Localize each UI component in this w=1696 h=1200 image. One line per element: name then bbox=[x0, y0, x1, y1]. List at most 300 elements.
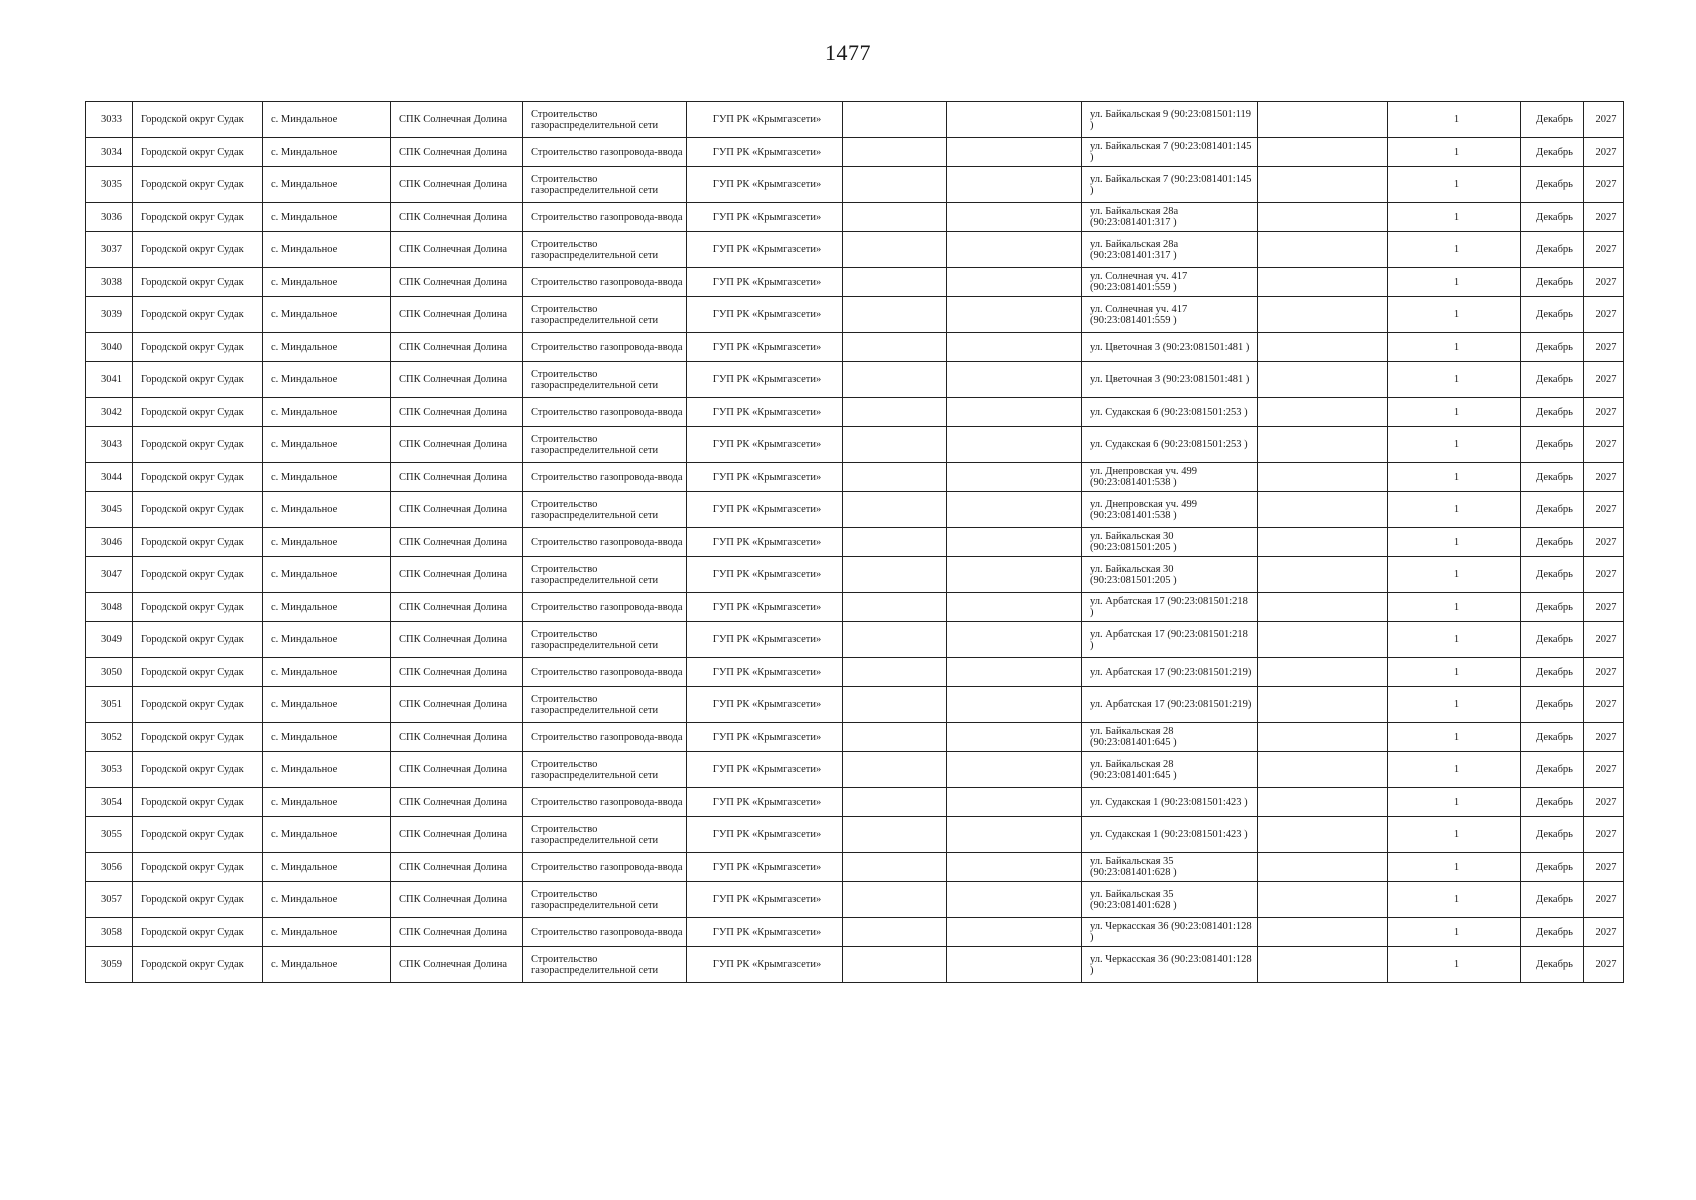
empty-cell bbox=[947, 723, 1082, 752]
empty-cell bbox=[843, 817, 947, 853]
empty-cell bbox=[1258, 817, 1388, 853]
address-cell: ул. Черкасская 36 (90:23:081401:128 ) bbox=[1082, 947, 1258, 983]
month-cell: Декабрь bbox=[1521, 723, 1584, 752]
work-type-cell: Строительство газопровода-ввода bbox=[523, 203, 687, 232]
work-type-cell: Строительство газопровода-ввода bbox=[523, 658, 687, 687]
settlement-cell: с. Миндальное bbox=[263, 687, 391, 723]
month-cell: Декабрь bbox=[1521, 268, 1584, 297]
organization-cell: ГУП РК «Крымгазсети» bbox=[687, 882, 843, 918]
settlement-cell: с. Миндальное bbox=[263, 492, 391, 528]
address-cell: ул. Байкальская 30 (90:23:081501:205 ) bbox=[1082, 528, 1258, 557]
year-cell: 2027 bbox=[1584, 268, 1624, 297]
month-cell: Декабрь bbox=[1521, 658, 1584, 687]
month-cell: Декабрь bbox=[1521, 557, 1584, 593]
quantity-cell: 1 bbox=[1388, 947, 1521, 983]
row-number: 3049 bbox=[86, 622, 133, 658]
empty-cell bbox=[843, 297, 947, 333]
year-cell: 2027 bbox=[1584, 752, 1624, 788]
month-cell: Декабрь bbox=[1521, 788, 1584, 817]
empty-cell bbox=[1258, 167, 1388, 203]
month-cell: Декабрь bbox=[1521, 333, 1584, 362]
quantity-cell: 1 bbox=[1388, 752, 1521, 788]
empty-cell bbox=[1258, 232, 1388, 268]
settlement-cell: с. Миндальное bbox=[263, 203, 391, 232]
empty-cell bbox=[1258, 138, 1388, 167]
work-type-cell: Строительство газораспределительной сети bbox=[523, 687, 687, 723]
organization-cell: ГУП РК «Крымгазсети» bbox=[687, 463, 843, 492]
address-cell: ул. Арбатская 17 (90:23:081501:219) bbox=[1082, 658, 1258, 687]
empty-cell bbox=[843, 788, 947, 817]
empty-cell bbox=[843, 427, 947, 463]
empty-cell bbox=[947, 788, 1082, 817]
partnership-cell: СПК Солнечная Долина bbox=[391, 362, 523, 398]
settlement-cell: с. Миндальное bbox=[263, 268, 391, 297]
month-cell: Декабрь bbox=[1521, 528, 1584, 557]
month-cell: Декабрь bbox=[1521, 882, 1584, 918]
table-row bbox=[86, 853, 1624, 882]
address-cell: ул. Арбатская 17 (90:23:081501:218 ) bbox=[1082, 593, 1258, 622]
organization-cell: ГУП РК «Крымгазсети» bbox=[687, 593, 843, 622]
empty-cell bbox=[843, 268, 947, 297]
settlement-cell: с. Миндальное bbox=[263, 788, 391, 817]
quantity-cell: 1 bbox=[1388, 232, 1521, 268]
settlement-cell: с. Миндальное bbox=[263, 593, 391, 622]
table-row bbox=[86, 918, 1624, 947]
quantity-cell: 1 bbox=[1388, 167, 1521, 203]
organization-cell: ГУП РК «Крымгазсети» bbox=[687, 167, 843, 203]
district-cell: Городской округ Судак bbox=[133, 622, 263, 658]
quantity-cell: 1 bbox=[1388, 918, 1521, 947]
address-cell: ул. Байкальская 28 (90:23:081401:645 ) bbox=[1082, 752, 1258, 788]
district-cell: Городской округ Судак bbox=[133, 297, 263, 333]
district-cell: Городской округ Судак bbox=[133, 167, 263, 203]
table-row bbox=[86, 203, 1624, 232]
empty-cell bbox=[1258, 723, 1388, 752]
empty-cell bbox=[843, 362, 947, 398]
empty-cell bbox=[1258, 687, 1388, 723]
year-cell: 2027 bbox=[1584, 622, 1624, 658]
month-cell: Декабрь bbox=[1521, 687, 1584, 723]
partnership-cell: СПК Солнечная Долина bbox=[391, 882, 523, 918]
month-cell: Декабрь bbox=[1521, 918, 1584, 947]
address-cell: ул. Судакская 6 (90:23:081501:253 ) bbox=[1082, 427, 1258, 463]
empty-cell bbox=[1258, 297, 1388, 333]
row-number: 3042 bbox=[86, 398, 133, 427]
organization-cell: ГУП РК «Крымгазсети» bbox=[687, 723, 843, 752]
year-cell: 2027 bbox=[1584, 427, 1624, 463]
year-cell: 2027 bbox=[1584, 853, 1624, 882]
organization-cell: ГУП РК «Крымгазсети» bbox=[687, 232, 843, 268]
partnership-cell: СПК Солнечная Долина bbox=[391, 918, 523, 947]
settlement-cell: с. Миндальное bbox=[263, 167, 391, 203]
work-type-cell: Строительство газораспределительной сети bbox=[523, 167, 687, 203]
empty-cell bbox=[1258, 882, 1388, 918]
empty-cell bbox=[843, 593, 947, 622]
partnership-cell: СПК Солнечная Долина bbox=[391, 723, 523, 752]
district-cell: Городской округ Судак bbox=[133, 398, 263, 427]
organization-cell: ГУП РК «Крымгазсети» bbox=[687, 687, 843, 723]
empty-cell bbox=[843, 528, 947, 557]
quantity-cell: 1 bbox=[1388, 138, 1521, 167]
table-row bbox=[86, 947, 1624, 983]
work-type-cell: Строительство газораспределительной сети bbox=[523, 557, 687, 593]
quantity-cell: 1 bbox=[1388, 723, 1521, 752]
partnership-cell: СПК Солнечная Долина bbox=[391, 232, 523, 268]
settlement-cell: с. Миндальное bbox=[263, 752, 391, 788]
month-cell: Декабрь bbox=[1521, 102, 1584, 138]
month-cell: Декабрь bbox=[1521, 427, 1584, 463]
organization-cell: ГУП РК «Крымгазсети» bbox=[687, 138, 843, 167]
work-type-cell: Строительство газопровода-ввода bbox=[523, 918, 687, 947]
month-cell: Декабрь bbox=[1521, 232, 1584, 268]
year-cell: 2027 bbox=[1584, 492, 1624, 528]
district-cell: Городской округ Судак bbox=[133, 232, 263, 268]
settlement-cell: с. Миндальное bbox=[263, 658, 391, 687]
district-cell: Городской округ Судак bbox=[133, 138, 263, 167]
empty-cell bbox=[947, 557, 1082, 593]
empty-cell bbox=[1258, 203, 1388, 232]
district-cell: Городской округ Судак bbox=[133, 427, 263, 463]
month-cell: Декабрь bbox=[1521, 492, 1584, 528]
month-cell: Декабрь bbox=[1521, 203, 1584, 232]
district-cell: Городской округ Судак bbox=[133, 203, 263, 232]
quantity-cell: 1 bbox=[1388, 362, 1521, 398]
table-row bbox=[86, 788, 1624, 817]
partnership-cell: СПК Солнечная Долина bbox=[391, 268, 523, 297]
row-number: 3039 bbox=[86, 297, 133, 333]
address-cell: ул. Цветочная 3 (90:23:081501:481 ) bbox=[1082, 362, 1258, 398]
work-type-cell: Строительство газопровода-ввода bbox=[523, 333, 687, 362]
organization-cell: ГУП РК «Крымгазсети» bbox=[687, 918, 843, 947]
partnership-cell: СПК Солнечная Долина bbox=[391, 528, 523, 557]
empty-cell bbox=[947, 203, 1082, 232]
address-cell: ул. Арбатская 17 (90:23:081501:219) bbox=[1082, 687, 1258, 723]
organization-cell: ГУП РК «Крымгазсети» bbox=[687, 557, 843, 593]
work-type-cell: Строительство газопровода-ввода bbox=[523, 528, 687, 557]
row-number: 3045 bbox=[86, 492, 133, 528]
partnership-cell: СПК Солнечная Долина bbox=[391, 593, 523, 622]
partnership-cell: СПК Солнечная Долина bbox=[391, 463, 523, 492]
work-type-cell: Строительство газораспределительной сети bbox=[523, 882, 687, 918]
table-row bbox=[86, 362, 1624, 398]
address-cell: ул. Арбатская 17 (90:23:081501:218 ) bbox=[1082, 622, 1258, 658]
row-number: 3055 bbox=[86, 817, 133, 853]
settlement-cell: с. Миндальное bbox=[263, 853, 391, 882]
quantity-cell: 1 bbox=[1388, 333, 1521, 362]
partnership-cell: СПК Солнечная Долина bbox=[391, 788, 523, 817]
year-cell: 2027 bbox=[1584, 167, 1624, 203]
empty-cell bbox=[843, 463, 947, 492]
empty-cell bbox=[843, 658, 947, 687]
empty-cell bbox=[1258, 102, 1388, 138]
work-type-cell: Строительство газопровода-ввода bbox=[523, 593, 687, 622]
empty-cell bbox=[1258, 788, 1388, 817]
work-type-cell: Строительство газораспределительной сети bbox=[523, 947, 687, 983]
empty-cell bbox=[1258, 463, 1388, 492]
empty-cell bbox=[947, 752, 1082, 788]
table-row bbox=[86, 232, 1624, 268]
partnership-cell: СПК Солнечная Долина bbox=[391, 947, 523, 983]
year-cell: 2027 bbox=[1584, 788, 1624, 817]
partnership-cell: СПК Солнечная Долина bbox=[391, 658, 523, 687]
table-row bbox=[86, 167, 1624, 203]
row-number: 3041 bbox=[86, 362, 133, 398]
settlement-cell: с. Миндальное bbox=[263, 918, 391, 947]
settlement-cell: с. Миндальное bbox=[263, 463, 391, 492]
work-type-cell: Строительство газораспределительной сети bbox=[523, 232, 687, 268]
work-type-cell: Строительство газопровода-ввода bbox=[523, 268, 687, 297]
table-row bbox=[86, 752, 1624, 788]
partnership-cell: СПК Солнечная Долина bbox=[391, 492, 523, 528]
year-cell: 2027 bbox=[1584, 138, 1624, 167]
month-cell: Декабрь bbox=[1521, 463, 1584, 492]
table-row bbox=[86, 398, 1624, 427]
district-cell: Городской округ Судак bbox=[133, 463, 263, 492]
year-cell: 2027 bbox=[1584, 882, 1624, 918]
empty-cell bbox=[947, 622, 1082, 658]
settlement-cell: с. Миндальное bbox=[263, 398, 391, 427]
table-row bbox=[86, 492, 1624, 528]
quantity-cell: 1 bbox=[1388, 203, 1521, 232]
row-number: 3053 bbox=[86, 752, 133, 788]
partnership-cell: СПК Солнечная Долина bbox=[391, 853, 523, 882]
month-cell: Декабрь bbox=[1521, 138, 1584, 167]
empty-cell bbox=[843, 752, 947, 788]
year-cell: 2027 bbox=[1584, 817, 1624, 853]
partnership-cell: СПК Солнечная Долина bbox=[391, 138, 523, 167]
district-cell: Городской округ Судак bbox=[133, 658, 263, 687]
empty-cell bbox=[947, 882, 1082, 918]
settlement-cell: с. Миндальное bbox=[263, 297, 391, 333]
month-cell: Декабрь bbox=[1521, 297, 1584, 333]
organization-cell: ГУП РК «Крымгазсети» bbox=[687, 398, 843, 427]
district-cell: Городской округ Судак bbox=[133, 687, 263, 723]
quantity-cell: 1 bbox=[1388, 853, 1521, 882]
year-cell: 2027 bbox=[1584, 102, 1624, 138]
empty-cell bbox=[947, 297, 1082, 333]
organization-cell: ГУП РК «Крымгазсети» bbox=[687, 492, 843, 528]
empty-cell bbox=[843, 398, 947, 427]
work-type-cell: Строительство газораспределительной сети bbox=[523, 492, 687, 528]
year-cell: 2027 bbox=[1584, 297, 1624, 333]
quantity-cell: 1 bbox=[1388, 622, 1521, 658]
work-type-cell: Строительство газопровода-ввода bbox=[523, 463, 687, 492]
row-number: 3059 bbox=[86, 947, 133, 983]
partnership-cell: СПК Солнечная Долина bbox=[391, 817, 523, 853]
month-cell: Декабрь bbox=[1521, 398, 1584, 427]
row-number: 3044 bbox=[86, 463, 133, 492]
address-cell: ул. Байкальская 9 (90:23:081501:119 ) bbox=[1082, 102, 1258, 138]
organization-cell: ГУП РК «Крымгазсети» bbox=[687, 752, 843, 788]
year-cell: 2027 bbox=[1584, 362, 1624, 398]
address-cell: ул. Черкасская 36 (90:23:081401:128 ) bbox=[1082, 918, 1258, 947]
row-number: 3040 bbox=[86, 333, 133, 362]
quantity-cell: 1 bbox=[1388, 427, 1521, 463]
row-number: 3051 bbox=[86, 687, 133, 723]
empty-cell bbox=[947, 102, 1082, 138]
month-cell: Декабрь bbox=[1521, 752, 1584, 788]
organization-cell: ГУП РК «Крымгазсети» bbox=[687, 333, 843, 362]
empty-cell bbox=[843, 167, 947, 203]
month-cell: Декабрь bbox=[1521, 593, 1584, 622]
quantity-cell: 1 bbox=[1388, 687, 1521, 723]
empty-cell bbox=[947, 463, 1082, 492]
empty-cell bbox=[1258, 398, 1388, 427]
settlement-cell: с. Миндальное bbox=[263, 947, 391, 983]
month-cell: Декабрь bbox=[1521, 167, 1584, 203]
settlement-cell: с. Миндальное bbox=[263, 622, 391, 658]
quantity-cell: 1 bbox=[1388, 593, 1521, 622]
table-row bbox=[86, 268, 1624, 297]
row-number: 3043 bbox=[86, 427, 133, 463]
partnership-cell: СПК Солнечная Долина bbox=[391, 333, 523, 362]
year-cell: 2027 bbox=[1584, 687, 1624, 723]
table-row bbox=[86, 333, 1624, 362]
organization-cell: ГУП РК «Крымгазсети» bbox=[687, 817, 843, 853]
row-number: 3052 bbox=[86, 723, 133, 752]
empty-cell bbox=[1258, 492, 1388, 528]
month-cell: Декабрь bbox=[1521, 947, 1584, 983]
district-cell: Городской округ Судак bbox=[133, 788, 263, 817]
year-cell: 2027 bbox=[1584, 398, 1624, 427]
table-row bbox=[86, 882, 1624, 918]
empty-cell bbox=[947, 167, 1082, 203]
address-cell: ул. Байкальская 7 (90:23:081401:145 ) bbox=[1082, 138, 1258, 167]
settlement-cell: с. Миндальное bbox=[263, 333, 391, 362]
table-body bbox=[86, 102, 1624, 983]
empty-cell bbox=[947, 528, 1082, 557]
empty-cell bbox=[843, 622, 947, 658]
organization-cell: ГУП РК «Крымгазсети» bbox=[687, 658, 843, 687]
empty-cell bbox=[1258, 622, 1388, 658]
empty-cell bbox=[1258, 427, 1388, 463]
row-number: 3034 bbox=[86, 138, 133, 167]
empty-cell bbox=[1258, 593, 1388, 622]
partnership-cell: СПК Солнечная Долина bbox=[391, 398, 523, 427]
empty-cell bbox=[1258, 752, 1388, 788]
address-cell: ул. Солнечная уч. 417 (90:23:081401:559 ) bbox=[1082, 268, 1258, 297]
work-type-cell: Строительство газопровода-ввода bbox=[523, 788, 687, 817]
district-cell: Городской округ Судак bbox=[133, 557, 263, 593]
settlement-cell: с. Миндальное bbox=[263, 362, 391, 398]
empty-cell bbox=[1258, 853, 1388, 882]
district-cell: Городской округ Судак bbox=[133, 817, 263, 853]
document-sheet bbox=[85, 101, 1624, 983]
district-cell: Городской округ Судак bbox=[133, 853, 263, 882]
month-cell: Декабрь bbox=[1521, 853, 1584, 882]
partnership-cell: СПК Солнечная Долина bbox=[391, 752, 523, 788]
district-cell: Городской округ Судак bbox=[133, 528, 263, 557]
row-number: 3050 bbox=[86, 658, 133, 687]
empty-cell bbox=[1258, 918, 1388, 947]
empty-cell bbox=[947, 817, 1082, 853]
year-cell: 2027 bbox=[1584, 723, 1624, 752]
empty-cell bbox=[1258, 362, 1388, 398]
empty-cell bbox=[843, 853, 947, 882]
empty-cell bbox=[947, 947, 1082, 983]
address-cell: ул. Байкальская 7 (90:23:081401:145 ) bbox=[1082, 167, 1258, 203]
table-row bbox=[86, 557, 1624, 593]
empty-cell bbox=[947, 268, 1082, 297]
year-cell: 2027 bbox=[1584, 918, 1624, 947]
organization-cell: ГУП РК «Крымгазсети» bbox=[687, 622, 843, 658]
partnership-cell: СПК Солнечная Долина bbox=[391, 102, 523, 138]
table-row bbox=[86, 687, 1624, 723]
empty-cell bbox=[1258, 268, 1388, 297]
settlement-cell: с. Миндальное bbox=[263, 882, 391, 918]
empty-cell bbox=[843, 557, 947, 593]
empty-cell bbox=[947, 232, 1082, 268]
district-cell: Городской округ Судак bbox=[133, 492, 263, 528]
work-type-cell: Строительство газораспределительной сети bbox=[523, 102, 687, 138]
month-cell: Декабрь bbox=[1521, 817, 1584, 853]
empty-cell bbox=[843, 138, 947, 167]
year-cell: 2027 bbox=[1584, 333, 1624, 362]
settlement-cell: с. Миндальное bbox=[263, 528, 391, 557]
settlement-cell: с. Миндальное bbox=[263, 817, 391, 853]
empty-cell bbox=[1258, 947, 1388, 983]
address-cell: ул. Байкальская 30 (90:23:081501:205 ) bbox=[1082, 557, 1258, 593]
district-cell: Городской округ Судак bbox=[133, 102, 263, 138]
year-cell: 2027 bbox=[1584, 947, 1624, 983]
table-row bbox=[86, 817, 1624, 853]
settlement-cell: с. Миндальное bbox=[263, 102, 391, 138]
empty-cell bbox=[947, 138, 1082, 167]
partnership-cell: СПК Солнечная Долина bbox=[391, 297, 523, 333]
year-cell: 2027 bbox=[1584, 528, 1624, 557]
partnership-cell: СПК Солнечная Долина bbox=[391, 687, 523, 723]
row-number: 3037 bbox=[86, 232, 133, 268]
table-row bbox=[86, 593, 1624, 622]
organization-cell: ГУП РК «Крымгазсети» bbox=[687, 268, 843, 297]
organization-cell: ГУП РК «Крымгазсети» bbox=[687, 297, 843, 333]
district-cell: Городской округ Судак bbox=[133, 268, 263, 297]
year-cell: 2027 bbox=[1584, 658, 1624, 687]
month-cell: Декабрь bbox=[1521, 362, 1584, 398]
table-row bbox=[86, 463, 1624, 492]
organization-cell: ГУП РК «Крымгазсети» bbox=[687, 853, 843, 882]
district-cell: Городской округ Судак bbox=[133, 362, 263, 398]
empty-cell bbox=[947, 492, 1082, 528]
year-cell: 2027 bbox=[1584, 557, 1624, 593]
row-number: 3033 bbox=[86, 102, 133, 138]
settlement-cell: с. Миндальное bbox=[263, 138, 391, 167]
quantity-cell: 1 bbox=[1388, 658, 1521, 687]
quantity-cell: 1 bbox=[1388, 557, 1521, 593]
empty-cell bbox=[843, 723, 947, 752]
organization-cell: ГУП РК «Крымгазсети» bbox=[687, 528, 843, 557]
empty-cell bbox=[843, 232, 947, 268]
year-cell: 2027 bbox=[1584, 463, 1624, 492]
address-cell: ул. Цветочная 3 (90:23:081501:481 ) bbox=[1082, 333, 1258, 362]
address-cell: ул. Судакская 1 (90:23:081501:423 ) bbox=[1082, 817, 1258, 853]
address-cell: ул. Байкальская 28а (90:23:081401:317 ) bbox=[1082, 232, 1258, 268]
address-cell: ул. Днепровская уч. 499 (90:23:081401:538 ) bbox=[1082, 463, 1258, 492]
work-type-cell: Строительство газораспределительной сети bbox=[523, 427, 687, 463]
empty-cell bbox=[843, 492, 947, 528]
work-type-cell: Строительство газораспределительной сети bbox=[523, 297, 687, 333]
settlement-cell: с. Миндальное bbox=[263, 723, 391, 752]
row-number: 3038 bbox=[86, 268, 133, 297]
empty-cell bbox=[843, 687, 947, 723]
empty-cell bbox=[947, 593, 1082, 622]
empty-cell bbox=[947, 398, 1082, 427]
organization-cell: ГУП РК «Крымгазсети» bbox=[687, 102, 843, 138]
quantity-cell: 1 bbox=[1388, 528, 1521, 557]
settlement-cell: с. Миндальное bbox=[263, 232, 391, 268]
empty-cell bbox=[843, 333, 947, 362]
table-row bbox=[86, 138, 1624, 167]
